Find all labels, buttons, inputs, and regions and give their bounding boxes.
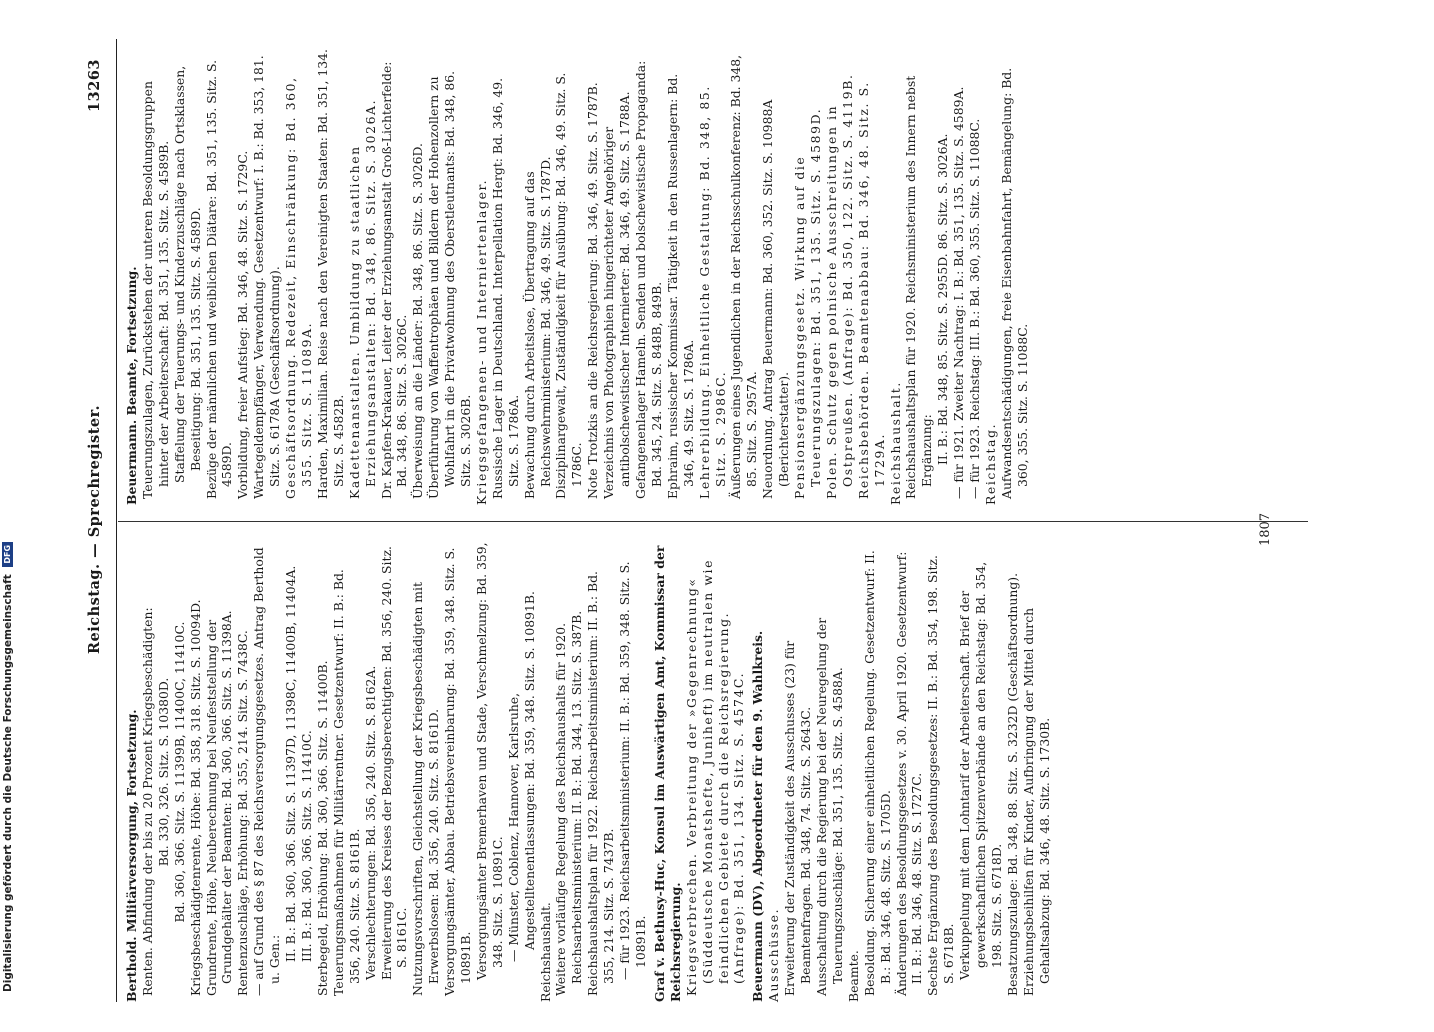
entry: Bd. 330, 326. Sitz. S. 10380D. — [155, 677, 171, 867]
entry: Kadettenanstalten. Umbildung zu staatlichen Erziehungsanstalten: Bd. 348, 86. Sitz. S. 3026A. — [346, 98, 378, 499]
entry: — für 1923. Reichsarbeitsministerium: II. B.: Bd. 359, 348. Sitz. S. 10891B. — [617, 561, 648, 980]
entry: Rentenzuschläge, Erhöhung: Bd. 355, 214. Sitz. S. 7438C. — [235, 630, 251, 996]
entry: II. B.: Bd. 348, 85. Sitz. S. 2955D. 86. Sitz. S. 3026A. — [935, 133, 951, 465]
page-header — [86, 27, 112, 1032]
entry: Reichshaushalt. — [887, 381, 903, 505]
entry: Sechste Ergänzung des Besoldungsgesetzes: II. B.: Bd. 354, 198. Sitz. S. 6718B. — [925, 555, 957, 996]
left-column — [124, 542, 1053, 1002]
entry: Überweisung an die Länder: Bd. 348, 86. Sitz. S. 3026D. — [410, 143, 426, 499]
entry: Dr. Kapfen-Krakauer, Leiter der Erziehungsanstalt Groß-Lichterfelde: Bd. 348, 86. Sitz. S. 3026C. — [378, 61, 410, 499]
header-rule — [116, 39, 117, 1002]
entry: Erziehungsbeihilfen für Kinder, Aufbringung der Mittel durch Gehaltsabzug: Bd. 346, 48. Sitz. S. 1730B. — [1020, 607, 1052, 996]
entry: Beamte. — [845, 950, 861, 1002]
entry: Berthold. Militärversorgung, Fortsetzung. — [124, 709, 139, 1002]
entry: Disziplinargewalt, Zuständigkeit für Ausübung: Bd. 346, 49. Sitz. S. 1786C. — [553, 72, 585, 499]
entry: Grundrente, Höhe, Neuberechnung bei Neufeststellung der Grundgehälter der Beamten: Bd. 360, 366. Sitz. S. 11398A. — [203, 610, 235, 996]
entry: Verkuppelung mit dem Lohntarif der Arbeiterschaft. Brief der gewerkschaftlichen Spitzenverbände an den Reichstag: Bd. 354, 198. Sitz. S. 6718D. — [957, 561, 1004, 980]
entry: Ausschüsse. — [766, 907, 782, 1002]
entry: Wartegeldempfänger, Verwendung. Gesetzentwurf: I. B.: Bd. 353, 181. Sitz. S. 6178A (Geschäftsordnung). — [251, 55, 283, 499]
entry: Polen. Schutz gegen polnische Ausschreitungen in Ostpreußen. (Anfrage): Bd. 350, 122. Sitz. S. 4119B. — [823, 73, 855, 499]
entry: Erweiterung des Kreises der Bezugsberechtigten: Bd. 356, 240. Sitz. S. 8161C. — [378, 546, 410, 980]
scanned-page — [78, 27, 1368, 1032]
entry: Äußerungen eines Jugendlichen in der Reichsschulkonferenz: Bd. 348, 85. Sitz. S. 2957A. — [728, 54, 760, 499]
entry: Sterbegeld, Erhöhung: Bd. 360, 366. Sitz. S. 11400B. — [314, 660, 330, 996]
entry: Teuerungsmaßnahmen für Militärrentner. Gesetzentwurf: II. B.: Bd. 356, 240. Sitz. S. 8161B. — [330, 569, 362, 996]
page-number: 13263 — [86, 59, 103, 112]
entry: Änderungen des Besoldungsgesetzes v. 30. April 1920. Gesetzentwurf: II. B.: Bd. 346, 48. Sitz. S. 1727C. — [893, 551, 925, 996]
entry: Vorbildung, freier Aufstieg: Bd. 346, 48. Sitz. S. 1729C. — [235, 150, 251, 499]
entry: Renten. Abfindung der bis zu 20 Prozent Kriegsbeschädigten: — [139, 607, 155, 996]
entry: Reichstag. — [982, 422, 998, 505]
right-column — [124, 47, 1031, 505]
entry: Bewachung durch Arbeitslose, Übertragung auf das Reichswehrministerium: Bd. 346, 49. Sitz. S. 1787D. — [521, 156, 553, 499]
entry: Kriegsbeschädigtenrente, Höhe: Bd. 358, 318. Sitz. S. 10094D. — [187, 599, 203, 996]
entry: Überführung von Waffentrophäen und Bildern der Hohenzollern zu Wohlfahrt in die Privatwohnung des Oberstleutnants: Bd. 348, 86. Sitz. S. 3026B. — [426, 70, 474, 499]
entry: Kriegsverbrechen. Verbreitung der »Gegenrechnung« (Süddeutsche Monatshefte, Juniheft) im neutralen wie feindlichen Gebiete durch die Reichsregierung. (Anfrage): Bd. 351, 134. Sitz. S. 4574C. — [683, 558, 747, 996]
entry: Staffelung der Teuerungs- und Kinderzuschläge nach Ortsklassen, Beseitigung: Bd. 351, 135. Sitz. S. 4589D. — [171, 65, 203, 483]
entry: Kriegsgefangenen- und Interniertenlager. — [473, 178, 489, 505]
entry: Besatzungszulage: Bd. 348, 88. Sitz. S. 3232D (Geschäftsordnung). — [1004, 572, 1020, 996]
entry: Reichsbehörden. Beamtenabbau: Bd. 346, 48. Sitz. S. 1729A. — [855, 81, 887, 499]
entry: Weitere vorläufige Regelung des Reichshaushalts für 1920. Reichsarbeitsministerium: II. B.: Bd. 344, 13. Sitz. S. 387B. — [553, 610, 585, 996]
entry: Aufwandsentschädigungen, freie Eisenbahnfahrt, Bemängelung: Bd. 360, 355. Sitz. S. 11088C. — [998, 67, 1030, 499]
entry: — Münster, Coblenz, Hannover, Karlsruhe, Angestelltenentlassungen: Bd. 359, 348. Sitz. S. 10891B. — [505, 591, 537, 962]
entry: Versorgungsämter Bremerhaven und Stade, Verschmelzung: Bd. 359, 348. Sitz. S. 10891C. — [473, 542, 505, 980]
entry: Neuordnung. Antrag Beuermann: Bd. 360, 352. Sitz. S. 10988A (Berichterstatter). — [760, 99, 792, 499]
entry: Beuermann (DV), Abgeordneter für den 9. Wahlkreis. — [750, 630, 766, 1002]
entry: Nutzungsvorschriften, Gleichstellung der Kriegsbeschädigten mit Erwerbslosen: Bd. 356, 240. Sitz. S. 8161D. — [410, 582, 442, 996]
entry: — für 1923. Reichstag: III. B.: Bd. 360, 355. Sitz. S. 11088C. — [967, 118, 983, 499]
entry: Lehrerbildung. Einheitliche Gestaltung: Bd. 348, 85. Sitz. S. 2986C. — [696, 85, 728, 499]
credit-text: Digitalisierung gefördert durch die Deutsche Forschungsgemeinschaft — [2, 574, 14, 992]
entry: Reichshaushalt. — [537, 902, 553, 1002]
entry: Graf v. Bethusy-Huc, Konsul im Auswärtigen Amt, Kommissar der Reichsregierung. — [651, 545, 683, 1002]
entry: Reichshaushaltsplan für 1920. Reichsministerium des Innern nebst Ergänzung: — [903, 75, 935, 499]
entry: Bezüge der männlichen und weiblichen Diätare: Bd. 351, 135. Sitz. S. 4589D. — [203, 59, 235, 499]
column-divider — [118, 521, 1308, 522]
entry: Gefangenenlager Hameln. Senden und bolschewistische Propaganda: Bd. 345, 24. Sitz. S. 848B, 849B. — [633, 60, 664, 499]
entry: III. B.: Bd. 360, 366. Sitz. S. 11410C. — [298, 730, 314, 962]
entry: Pensionsergänzungsgesetz. Wirkung auf die Teuerungszulagen: Bd. 351, 135. Sitz. S. 4589D. — [792, 107, 823, 499]
dfg-logo: DFG — [2, 542, 13, 567]
entry: Ephraim, russischer Kommissar. Tätigkeit in den Russenlagern: Bd. 346, 49. Sitz. S. 1786A. — [664, 73, 696, 499]
entry: Bd. 360, 366. Sitz. S. 11399B, 11400C, 11410C. — [171, 621, 187, 923]
entry: — auf Grund des § 87 des Reichsversorgungsgesetzes. Antrag Berthold u. Gen.: — [251, 547, 283, 996]
entry: Ausschaltung durch die Regierung bei der Neuregelung der Teuerungszuschläge: Bd. 351, 135. Sitz. S. 4588A. — [813, 617, 845, 996]
digitization-credit — [2, 2, 14, 992]
entry: Russische Lager in Deutschland. Interpellation Hergt: Bd. 346, 49. Sitz. S. 1786A. — [489, 77, 521, 499]
entry: Verschlechterungen: Bd. 356, 240. Sitz. S. 8162A. — [362, 665, 378, 980]
entry: Reichshaushaltsplan für 1922. Reichsarbeitsministerium: II. B.: Bd. 355, 214. Sitz. S. 7437B. — [585, 571, 617, 996]
entry: Harden, Maximilian. Reise nach den Vereinigten Staaten: Bd. 351, 134. Sitz. S. 4582B. — [314, 49, 346, 499]
entry: II. B.: Bd. 360, 366. Sitz. S. 11397D, 11398C, 11400B, 11404A. — [283, 565, 299, 962]
entry: Versorgungsämter, Abbau. Betriebsvereinbarung: Bd. 359, 348. Sitz. S. 10891B. — [442, 547, 474, 996]
running-title: Reichstag. — Sprechregister. — [86, 405, 103, 654]
entry: Verzeichnis von Photographien hingerichteter Angehöriger antibolschewistischer Internierter: Bd. 346, 49. Sitz. S. 1788A. — [601, 91, 633, 499]
page-footer: 1807 — [1258, 512, 1273, 547]
entry: Geschäftsordnung. Redezeit, Einschränkung: Bd. 360, 355. Sitz. S. 11089A. — [283, 76, 314, 499]
entry: Note Trotzkis an die Reichsregierung: Bd. 346, 49. Sitz. S. 1787B. — [585, 82, 601, 499]
entry: Teuerungszulagen, Zurückstehen der unteren Besoldungsgruppen hinter der Arbeiterschaft: Bd. 351, 135. Sitz. S. 4589B. — [139, 81, 171, 499]
entry: Beuermann. Beamte, Fortsetzung. — [124, 266, 139, 505]
entry: Erweiterung der Zuständigkeit des Ausschusses (23) für Beamtenfragen. Bd. 348, 74. Sitz. S. 2643C. — [782, 640, 814, 996]
entry: Besoldung. Sicherung einer einheitlichen Regelung. Gesetzentwurf: II. B.: Bd. 346, 48. Sitz. S. 1705D. — [861, 550, 893, 996]
entry: — für 1921. Zweiter Nachtrag: I. B.: Bd. 351, 135. Sitz. S. 4589A. — [951, 86, 967, 499]
